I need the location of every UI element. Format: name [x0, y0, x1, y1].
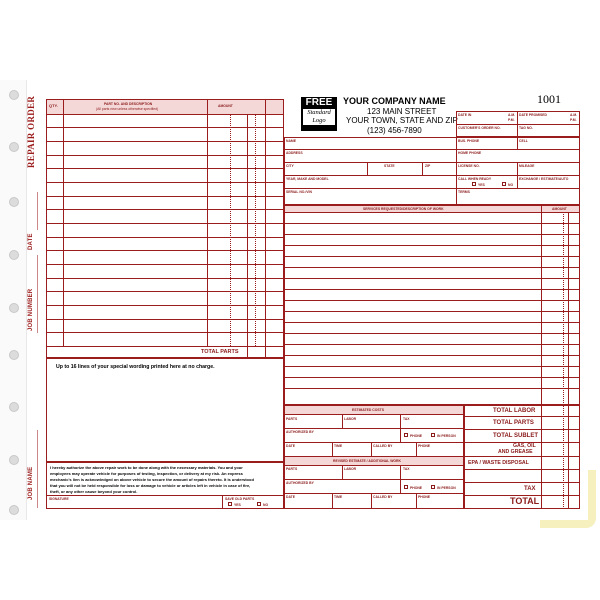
signature-label: SIGNATURE: [49, 497, 69, 501]
address-label: ADDRESS: [286, 151, 303, 155]
date-field-line: [37, 192, 38, 230]
revised-row-line: [285, 479, 463, 480]
date-label: DATE: [28, 233, 34, 250]
call-yes-checkbox[interactable]: [472, 182, 476, 186]
services-header: SERVICES REQUESTED/DESCRIPTION OF WORK: [363, 207, 444, 211]
parts-row-line: [47, 250, 283, 251]
estimate-person-checkbox[interactable]: [431, 433, 435, 437]
estimate-time-label: TIME: [334, 444, 343, 448]
services-row-line: [285, 256, 579, 257]
revised-labor-label: LABOR: [344, 467, 357, 471]
parts-row-line: [47, 114, 283, 115]
date-promised-pm: P.M.: [570, 118, 577, 122]
punch-hole: [9, 350, 19, 360]
job-name-field-line: [37, 430, 38, 508]
parts-row-line: [47, 127, 283, 128]
services-row-line: [285, 234, 579, 235]
totals-row-line: [465, 482, 579, 483]
punch-hole: [9, 142, 19, 152]
estimate-date-label: DATE: [286, 444, 295, 448]
services-row-line: [285, 322, 579, 323]
old-parts-yes-checkbox[interactable]: [228, 502, 232, 506]
estimate-header: ESTIMATED COSTS: [352, 408, 384, 412]
year-make-model-label: YEAR, MAKE AND MODEL: [286, 177, 329, 181]
logo-free-text: FREE: [305, 97, 333, 108]
revised-date-label: DATE: [286, 495, 295, 499]
qty-header: QTY.: [49, 103, 58, 108]
company-name: YOUR COMPANY NAME: [343, 96, 446, 106]
parts-header-bg: [47, 100, 283, 114]
services-row-line: [285, 267, 579, 268]
info-city-divider: [367, 162, 368, 175]
services-row-line: [285, 289, 579, 290]
services-row-line: [285, 388, 579, 389]
old-parts-yes-label: YES: [234, 503, 241, 507]
revised-parts-label: PARTS: [286, 467, 298, 471]
parts-row-line: [47, 346, 283, 347]
parts-row-line: [47, 305, 283, 306]
info-row-line: [285, 149, 579, 150]
estimate-called-divider: [416, 442, 417, 456]
company-street: 123 MAIN STREET: [367, 107, 437, 116]
punch-hole: [9, 402, 19, 412]
info-row-line: [285, 188, 579, 189]
zip-label: ZIP: [425, 164, 431, 168]
revised-tax-label: TAX: [403, 467, 410, 471]
revised-called-divider: [416, 493, 417, 509]
services-row-line: [285, 377, 579, 378]
services-row-line: [285, 223, 579, 224]
services-row-line: [285, 355, 579, 356]
revised-person-checkbox[interactable]: [431, 485, 435, 489]
estimate-phone-label: PHONE: [410, 434, 423, 438]
parts-row-line: [47, 141, 283, 142]
revised-row-line: [285, 493, 463, 494]
total-labor-label: TOTAL LABOR: [493, 408, 536, 414]
revised-col-divider: [342, 465, 343, 479]
parts-row-line: [47, 182, 283, 183]
amount-cents-divider-2: [255, 114, 256, 346]
estimate-date-divider: [332, 442, 333, 456]
estimate-phone-checkbox[interactable]: [404, 433, 408, 437]
license-label: LICENSE NO.: [458, 164, 480, 168]
punch-hole: [9, 455, 19, 465]
total-parts-sum-label: TOTAL PARTS: [493, 420, 534, 426]
call-no-checkbox[interactable]: [502, 182, 506, 186]
estimate-called-label: CALLED BY: [373, 444, 393, 448]
state-label: STATE: [384, 164, 395, 168]
estimate-row-line: [285, 414, 463, 415]
revised-phone2-label: PHONE: [418, 495, 431, 499]
tax-label: TAX: [524, 486, 536, 492]
grand-total-label: TOTAL: [510, 496, 540, 506]
exchange-label: EXCHANGE / ESTIMATE/AUTO: [519, 177, 569, 181]
job-number-field-line: [37, 255, 38, 333]
date-box-mid: [457, 124, 579, 125]
date-in-am: A.M.: [508, 113, 516, 117]
totals-amount-divider: [541, 405, 542, 509]
part-desc-sub: (All parts new unless otherwise specified): [96, 107, 159, 111]
bus-phone-label: BUS. PHONE: [458, 139, 480, 143]
estimate-time-divider: [371, 442, 372, 456]
totals-row-line: [465, 416, 579, 417]
totals-row-line: [465, 429, 579, 430]
date-promised-label: DATE PROMISED: [519, 113, 548, 117]
estimate-tax-label: TAX: [403, 417, 410, 421]
tag-label: TAG NO.: [519, 126, 533, 130]
logo-logo-text: Logo: [303, 117, 335, 125]
old-parts-divider: [222, 495, 223, 509]
terms-label: TERMS: [458, 190, 470, 194]
customer-order-label: CUSTOMER'S ORDER NO.: [458, 126, 501, 130]
city-label: CITY: [286, 164, 294, 168]
parts-row-line: [47, 168, 283, 169]
revised-person-label: IN PERSON: [437, 486, 456, 490]
revised-time-label: TIME: [334, 495, 343, 499]
info-row-line: [285, 175, 579, 176]
save-old-parts-label: SAVE OLD PARTS: [225, 497, 255, 501]
info-col-divider: [456, 137, 457, 205]
services-row-line: [285, 278, 579, 279]
totals-cents-line: [568, 405, 569, 509]
info-state-divider: [422, 162, 423, 175]
amount-divider-1: [247, 114, 248, 358]
parts-row-line: [47, 196, 283, 197]
date-in-label: DATE IN: [458, 113, 472, 117]
revised-date-divider: [332, 493, 333, 509]
home-phone-label: HOME PHONE: [458, 151, 482, 155]
repair-order-title: REPAIR ORDER: [26, 95, 36, 168]
services-row-line: [285, 300, 579, 301]
cell-label: CELL: [519, 139, 528, 143]
gas-oil-label: GAS, OIL: [513, 443, 536, 449]
parts-row-line: [47, 264, 283, 265]
parts-row-line: [47, 223, 283, 224]
estimate-row-line: [285, 428, 463, 429]
punch-hole: [9, 90, 19, 100]
services-amount-divider: [541, 205, 542, 405]
info-col-divider-2: [517, 137, 518, 149]
estimate-labor-label: LABOR: [344, 417, 357, 421]
revised-phone-checkbox[interactable]: [404, 485, 408, 489]
estimate-row-line: [285, 442, 463, 443]
revised-phone-label: PHONE: [410, 486, 423, 490]
customer-info-box: [284, 137, 580, 205]
services-amount-header: AMOUNT: [552, 207, 567, 211]
parts-row-line: [47, 319, 283, 320]
signature-line: [47, 495, 283, 496]
revised-time-divider: [371, 493, 372, 509]
totals-row-line: [465, 469, 579, 470]
estimate-phone2-label: PHONE: [418, 444, 431, 448]
services-row-line: [285, 344, 579, 345]
revised-called-label: CALLED BY: [373, 495, 393, 499]
services-row-line: [285, 245, 579, 246]
date-promised-am: A.M.: [570, 113, 578, 117]
company-logo: [301, 97, 337, 131]
info-col-divider-3: [517, 162, 518, 188]
punch-hole: [9, 505, 19, 515]
parts-row-line: [47, 291, 283, 292]
epa-label: EPA / WASTE DISPOSAL: [468, 460, 529, 466]
mileage-label: MILEAGE: [519, 164, 535, 168]
revised-row-line: [285, 465, 463, 466]
estimate-col-divider: [342, 414, 343, 428]
job-number-label: JOB NUMBER: [28, 288, 34, 331]
estimate-person-label: IN PERSON: [437, 434, 456, 438]
job-name-label: JOB NAME: [28, 466, 34, 500]
services-row-line: [285, 212, 579, 213]
estimate-parts-label: PARTS: [286, 417, 298, 421]
part-desc-header: PART NO. AND DESCRIPTION: [104, 102, 153, 106]
order-number: 1001: [537, 92, 561, 106]
auth-text-5: theft, or any other cause beyond your control.: [50, 489, 138, 494]
total-sublet-label: TOTAL SUBLET: [493, 433, 538, 439]
date-in-pm: P.M.: [508, 118, 515, 122]
total-parts-label: TOTAL PARTS: [201, 349, 239, 355]
auth-text-1: I hereby authorize the above repair work to be done along with the necessary materials. You and your: [50, 465, 243, 470]
call-when-ready-label: CALL WHEN READY: [458, 177, 492, 181]
parts-row-line: [47, 155, 283, 156]
services-row-line: [285, 333, 579, 334]
punch-hole: [9, 250, 19, 260]
punch-hole: [9, 303, 19, 313]
old-parts-no-label: NO: [263, 503, 269, 507]
company-phone: (123) 456-7890: [367, 126, 422, 135]
parts-row-line: [47, 237, 283, 238]
call-no-label: NO: [508, 183, 514, 187]
revised-header: REVISED ESTIMATE / ADDITIONAL WORK: [333, 459, 401, 463]
auth-text-2: employees may operate vehicle for purposes of testing, inspection, or delivery at my risk. An express: [50, 471, 243, 476]
totals-row-line: [465, 456, 579, 457]
parts-row-line: [47, 278, 283, 279]
auth-text-3: mechanic's lien is acknowledged on above vehicle to secure the amount of repairs thereto. It is understood: [50, 477, 254, 482]
info-row-line: [285, 162, 579, 163]
services-row-line: [285, 311, 579, 312]
serial-label: SERIAL NO./VIN: [286, 190, 312, 194]
name-label: NAME: [286, 139, 296, 143]
amount-cents-divider: [230, 114, 231, 346]
punch-hole: [9, 197, 19, 207]
old-parts-no-checkbox[interactable]: [257, 502, 261, 506]
totals-cents-divider: [563, 405, 564, 509]
call-yes-label: YES: [478, 183, 485, 187]
gas-grease-label: AND GREASE: [498, 449, 533, 455]
special-wording-box: [46, 358, 284, 462]
amount-header: AMOUNT: [218, 104, 233, 108]
parts-row-line: [47, 209, 283, 210]
estimate-authorized-label: AUTHORIZED BY: [286, 430, 314, 434]
services-table: [284, 205, 580, 405]
services-row-line: [285, 366, 579, 367]
parts-row-line: [47, 332, 283, 333]
logo-standard-text: Standard: [303, 109, 335, 117]
special-wording: Up to 16 lines of your special wording printed here at no charge.: [56, 364, 215, 370]
auth-text-4: that you will not be held responsible for loss or damage to vehicle or articles left in vehicle in case of fire,: [50, 483, 251, 488]
revised-authorized-label: AUTHORIZED BY: [286, 481, 314, 485]
company-city: YOUR TOWN, STATE AND ZIP: [346, 116, 458, 125]
